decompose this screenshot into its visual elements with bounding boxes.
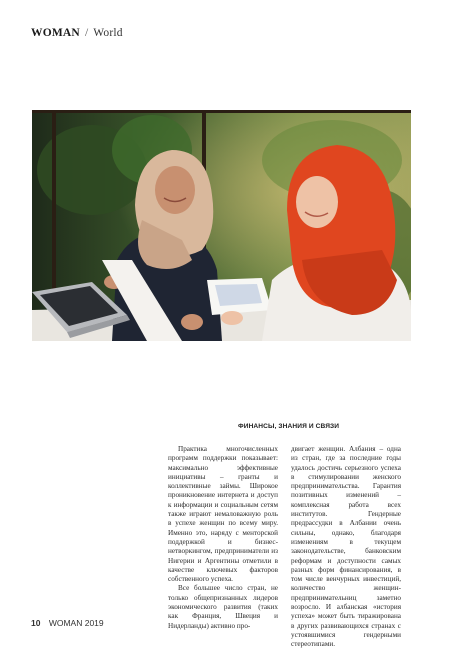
paragraph: Практика многочисленных программ поддержки показывает: максимально эффективные инициативы – гранты и коллективные займы. Широкое проникновение интернета и доступ к информации и социальным сетям также играют немаловажную роль в успехе женщин по всему миру. Именно это, наряду с менторской поддержкой и бизнес-нетворкингом, предприниматели из Нигерии и Аргентины отметили в качестве ключевых факторов собственного успеха.	[168, 445, 278, 584]
section-name: World	[93, 27, 123, 39]
magazine-brand: WOMAN	[31, 27, 80, 39]
paragraph: Все большее число стран, не только общепризнанных лидеров экономического развития (таких как Франция, Швеция и Нидерланды) активно про-	[168, 584, 278, 630]
article-column-2	[291, 445, 401, 650]
article-photo	[32, 110, 411, 341]
running-header	[31, 27, 123, 39]
page-number: 10	[31, 618, 41, 628]
header-separator: /	[85, 27, 89, 39]
footer-magazine: WOMAN 2019	[48, 618, 104, 628]
article-subheading: ФИНАНСЫ, ЗНАНИЯ И СВЯЗИ	[238, 423, 340, 430]
article-column-1	[168, 445, 278, 631]
paragraph: двигает женщин. Албания – одна из стран, где за последние годы удалось достичь серьезного успеха в стимулировании женского предпринимательства. Гарантия позитивных изменений – комплексная работа всех институтов. Гендерные предрассудки в Албании очень сильны, однако, благодаря изменениям в текущем законодательстве, банковским реформам и доступности самых разных форм финансирования, в том числе венчурных инвестиций, количество женщин-предпринимательниц заметно возросло. И албанская «история успеха» может быть тиражирована в других развивающихся странах с устоявшимися гендерными стереотипами.	[291, 445, 401, 649]
page-footer	[31, 618, 104, 628]
